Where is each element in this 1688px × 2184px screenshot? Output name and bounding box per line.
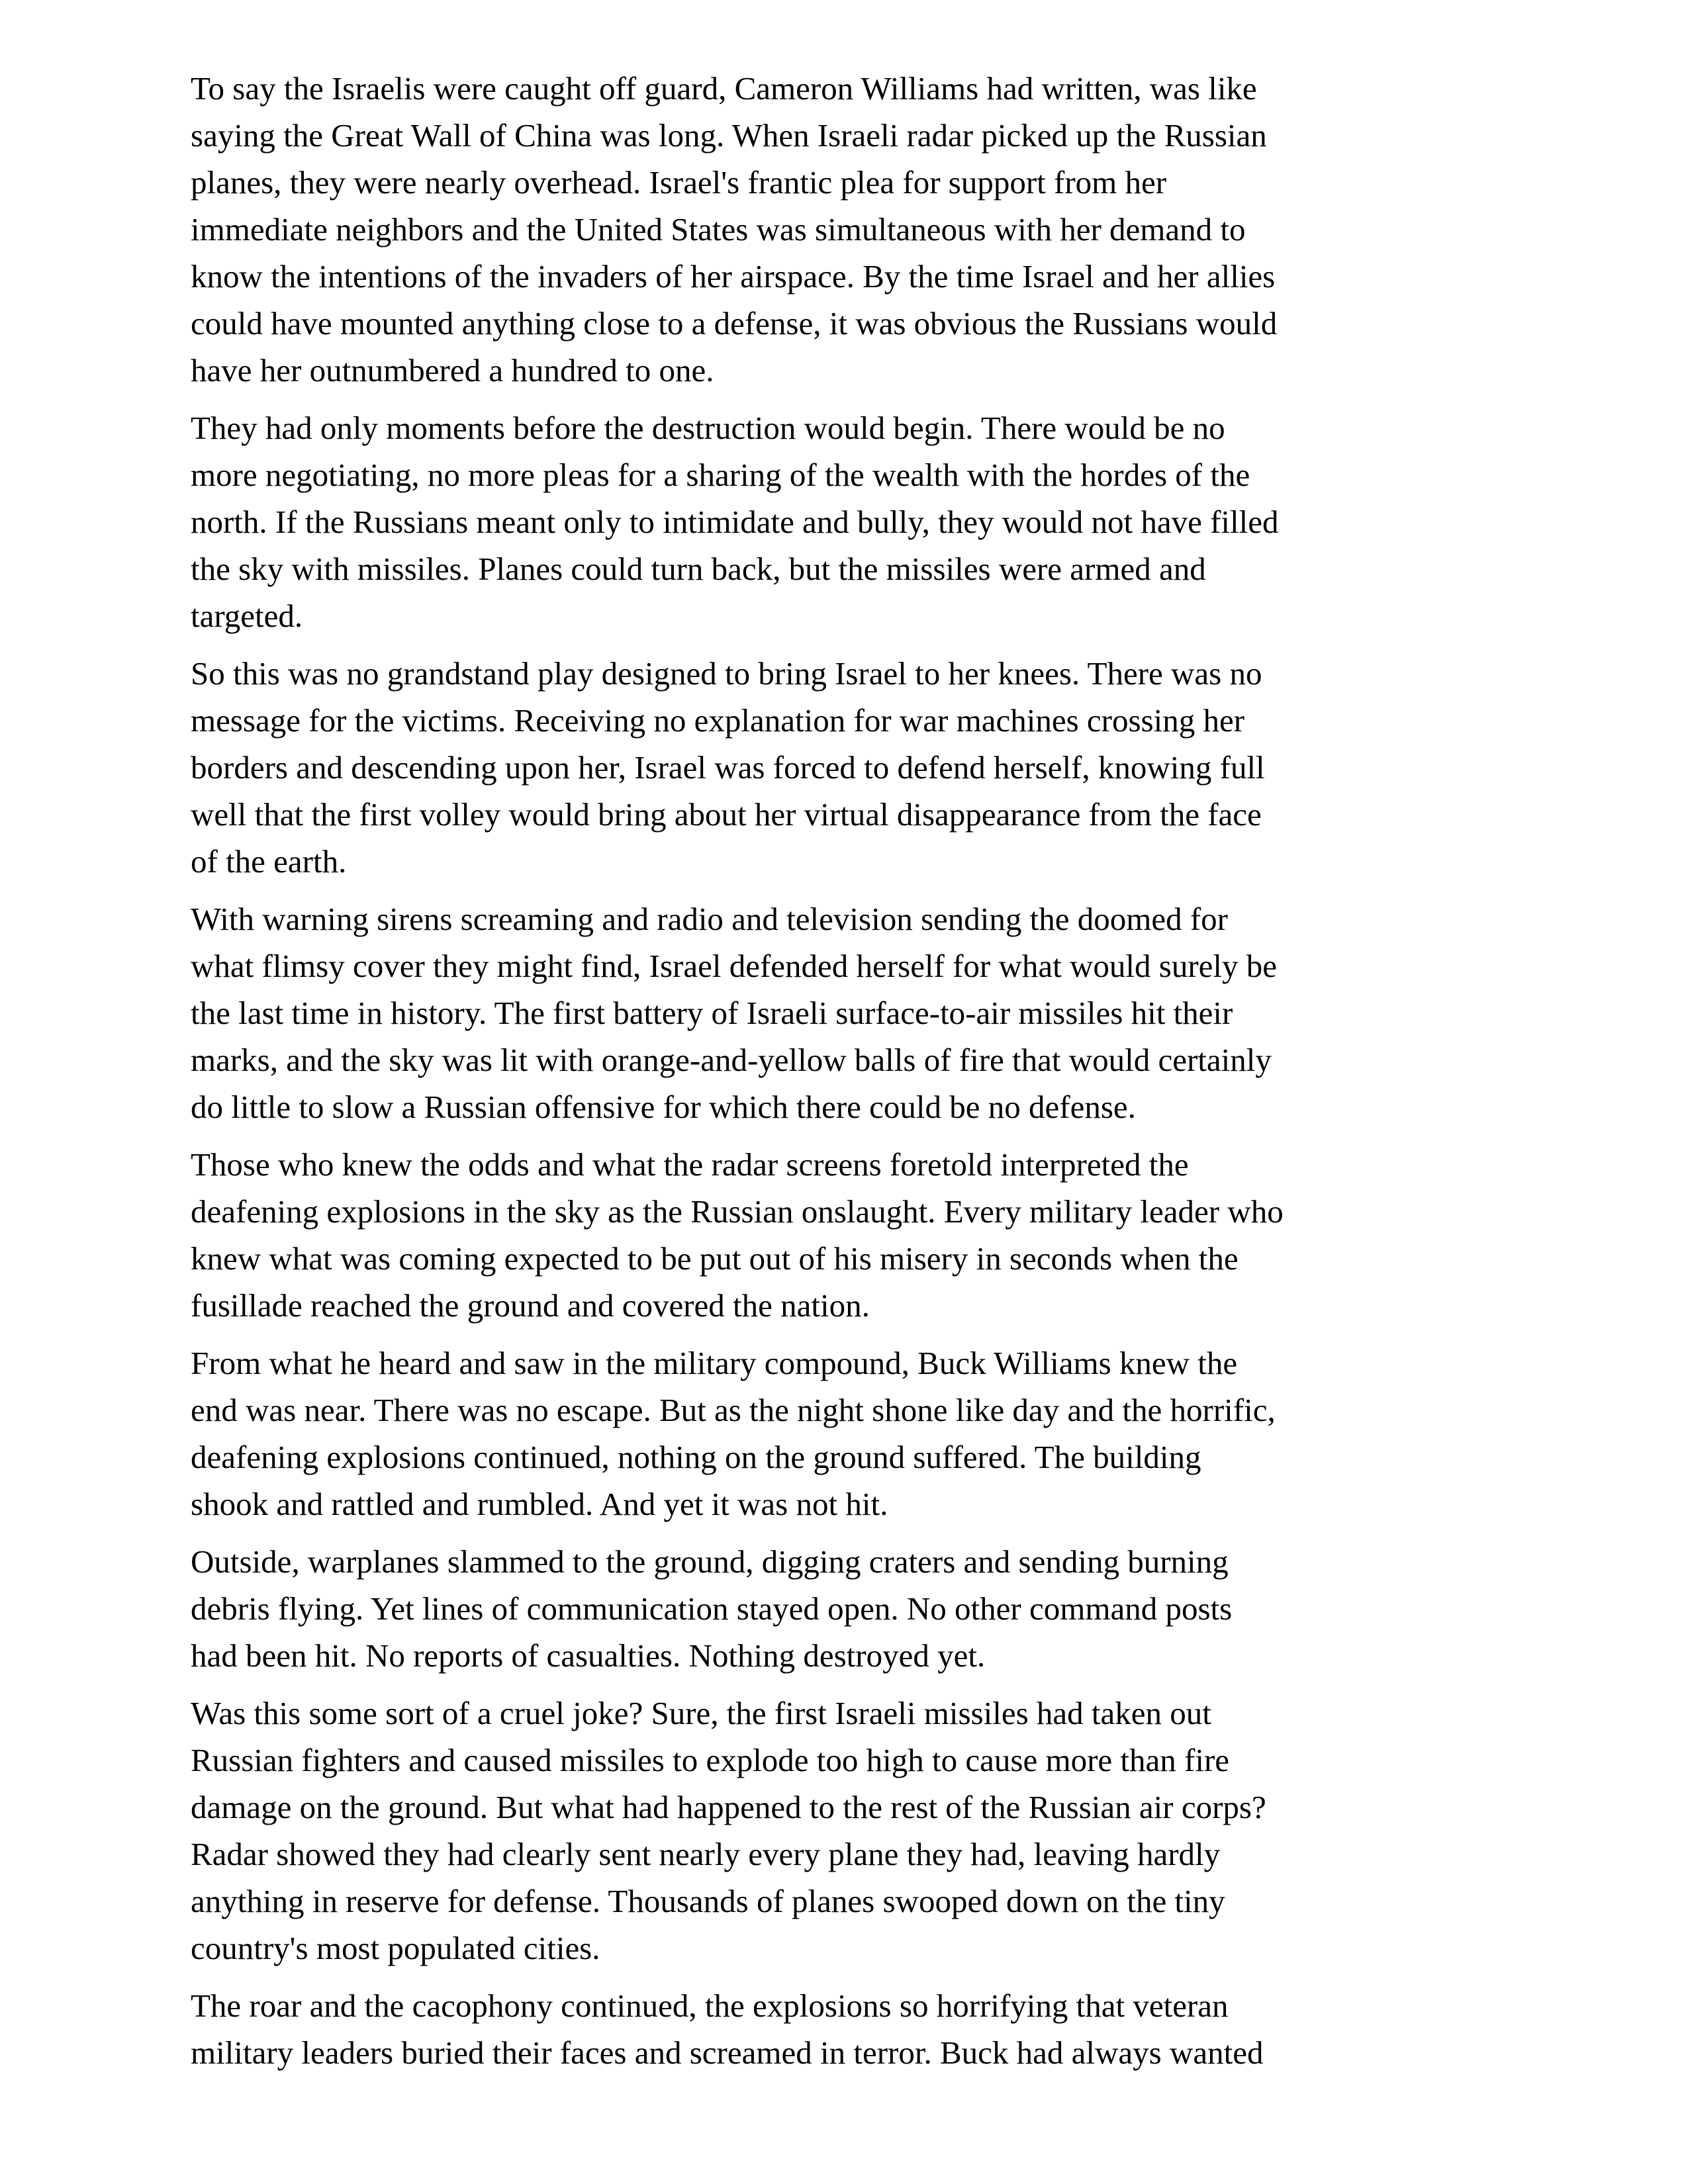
text-line: Was this some sort of a cruel joke? Sure, the first Israeli missiles had taken out	[191, 1695, 1211, 1731]
text-line: With warning sirens screaming and radio and television sending the doomed for	[191, 901, 1228, 937]
text-line: fusillade reached the ground and covered the nation.	[191, 1287, 870, 1324]
paragraph	[191, 895, 1509, 1130]
text-line: damage on the ground. But what had happened to the rest of the Russian air corps?	[191, 1789, 1266, 1825]
text-line: knew what was coming expected to be put out of his misery in seconds when the	[191, 1240, 1239, 1277]
text-line: what flimsy cover they might find, Israel defended herself for what would surely be	[191, 948, 1277, 984]
text-line: marks, and the sky was lit with orange-and-yellow balls of fire that would certainly	[191, 1042, 1272, 1078]
text-line: have her outnumbered a hundred to one.	[191, 352, 714, 388]
text-line: debris flying. Yet lines of communication stayed open. No other command posts	[191, 1590, 1233, 1627]
text-line: So this was no grandstand play designed to bring Israel to her knees. There was no	[191, 655, 1262, 692]
text-line: shook and rattled and rumbled. And yet it was not hit.	[191, 1486, 888, 1522]
text-line: They had only moments before the destruction would begin. There would be no	[191, 410, 1225, 446]
paragraph	[191, 65, 1509, 394]
paragraph	[191, 1141, 1509, 1329]
text-line: of the earth.	[191, 843, 347, 880]
text-line: had been hit. No reports of casualties. Nothing destroyed yet.	[191, 1637, 986, 1674]
paragraph	[191, 1982, 1509, 2076]
text-line: Those who knew the odds and what the radar screens foretold interpreted the	[191, 1146, 1189, 1183]
text-line: do little to slow a Russian offensive for which there could be no defense.	[191, 1089, 1136, 1125]
text-line: military leaders buried their faces and screamed in terror. Buck had always wanted	[191, 2034, 1264, 2071]
text-line: the last time in history. The first battery of Israeli surface-to-air missiles hit their	[191, 995, 1233, 1031]
text-line: the sky with missiles. Planes could turn back, but the missiles were armed and	[191, 551, 1206, 587]
paragraph	[191, 1538, 1509, 1679]
text-line: anything in reserve for defense. Thousands of planes swooped down on the tiny	[191, 1883, 1225, 1919]
text-line: The roar and the cacophony continued, the explosions so horrifying that veteran	[191, 1987, 1229, 2024]
paragraph	[191, 650, 1509, 885]
text-line: could have mounted anything close to a defense, it was obvious the Russians would	[191, 305, 1278, 341]
text-line: saying the Great Wall of China was long. When Israeli radar picked up the Russian	[191, 117, 1267, 154]
text-line: borders and descending upon her, Israel was forced to defend herself, knowing full	[191, 749, 1265, 786]
text-line: Outside, warplanes slammed to the ground, digging craters and sending burning	[191, 1543, 1229, 1580]
text-line: deafening explosions continued, nothing on the ground suffered. The building	[191, 1439, 1201, 1475]
text-line: country's most populated cities.	[191, 1930, 600, 1966]
text-line: planes, they were nearly overhead. Israel's frantic plea for support from her	[191, 164, 1167, 201]
text-line: more negotiating, no more pleas for a sharing of the wealth with the hordes of the	[191, 457, 1250, 493]
text-line: message for the victims. Receiving no explanation for war machines crossing her	[191, 702, 1245, 739]
text-line: targeted.	[191, 598, 303, 634]
text-line: well that the first volley would bring about her virtual disappearance from the face	[191, 796, 1262, 833]
text-line: know the intentions of the invaders of her airspace. By the time Israel and her allies	[191, 258, 1276, 295]
text-line: deafening explosions in the sky as the Russian onslaught. Every military leader who	[191, 1193, 1284, 1230]
text-line: To say the Israelis were caught off guard, Cameron Williams had written, was like	[191, 70, 1257, 107]
text-line: end was near. There was no escape. But as the night shone like day and the horrific,	[191, 1392, 1276, 1428]
text-line: north. If the Russians meant only to intimidate and bully, they would not have filled	[191, 504, 1279, 540]
paragraph	[191, 1340, 1509, 1527]
text-line: Radar showed they had clearly sent nearly every plane they had, leaving hardly	[191, 1836, 1221, 1872]
text-line: From what he heard and saw in the military compound, Buck Williams knew the	[191, 1345, 1238, 1381]
paragraph	[191, 1690, 1509, 1972]
paragraph	[191, 404, 1509, 639]
text-line: Russian fighters and caused missiles to explode too high to cause more than fire	[191, 1742, 1230, 1778]
text-line: immediate neighbors and the United States was simultaneous with her demand to	[191, 211, 1246, 248]
